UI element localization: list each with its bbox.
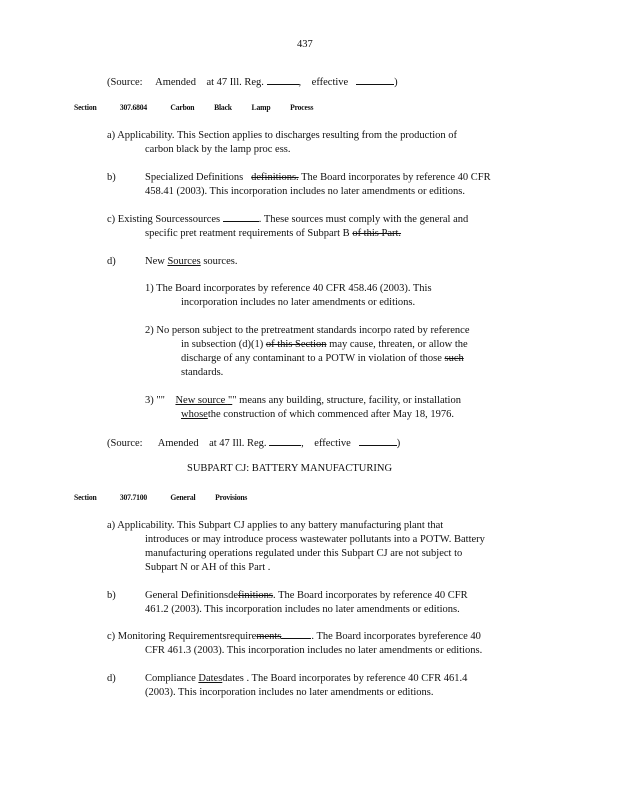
paragraph-c-line1 (107, 630, 481, 644)
text-run: dates (222, 673, 244, 684)
paragraph-d-line2: (2003). This incorporation includes no later amendments or editions. (145, 687, 434, 698)
inserted-text: Sources (167, 256, 201, 267)
struck-text: definitions. (251, 172, 299, 183)
section-number: 307.6804 (119, 102, 148, 112)
section-title-word: Lamp (251, 102, 271, 112)
subparagraph-d2-line4: standards. (181, 367, 224, 378)
struck-text: of this Part. (352, 228, 402, 239)
text-run: specific pret reatment requirements of Subpart B (145, 228, 353, 239)
paragraph-d-marker: d) (107, 673, 116, 684)
subparagraph-d2-line2 (181, 338, 468, 352)
inserted-text: Dates (198, 673, 223, 684)
section-label: Section (74, 102, 97, 112)
paragraph-d-line1 (145, 672, 467, 686)
struck-text: finitions (238, 590, 274, 601)
section-number: 307.7100 (119, 492, 148, 502)
paragraph-b-line1 (145, 171, 491, 185)
paragraph-a-line3: manufacturing operations regulated under this Subpart CJ are not subject to (145, 548, 463, 559)
source-register: at 47 Ill. Reg. (209, 438, 267, 449)
source-register: at 47 Ill. Reg. (206, 77, 264, 88)
section-title-word: General (170, 492, 196, 502)
text-run: may cause, threaten, or allow the (326, 339, 468, 350)
text-run: General Definitionsde (145, 590, 239, 601)
inserted-text: New source (175, 395, 228, 406)
page-number: 437 (297, 39, 313, 50)
section-title-word: Black (214, 102, 232, 112)
struck-text: of this Section (265, 339, 327, 350)
source-effective: effective (314, 438, 351, 449)
text-run: 3) "" (145, 395, 165, 406)
source-amended: Amended (157, 438, 199, 449)
paragraph-b-line2: 458.41 (2003). This incorporation includes no later amendments or editions. (145, 186, 465, 197)
text-run: Specialized Definitions (145, 172, 244, 183)
struck-text: such (444, 353, 464, 364)
text-run: . The Board incorporates byreference 40 (311, 631, 481, 642)
subparagraph-d3-line2 (181, 408, 454, 422)
text-run: c) Monitoring Requirementsrequire (107, 631, 257, 642)
source-effective: effective (311, 77, 349, 88)
paragraph-b-marker: b) (107, 590, 116, 601)
source-lead: (Source: (107, 77, 143, 88)
paragraph-b-marker: b) (107, 172, 116, 183)
text-run: . The Board incorporates by reference 40 CFR 461.4 (243, 673, 468, 684)
text-run: Compliance (145, 673, 199, 684)
paragraph-b-line1 (145, 589, 468, 603)
text-run: in subsection (d)(1) (181, 339, 266, 350)
paragraph-c-line2 (145, 227, 401, 241)
section-label: Section (74, 492, 97, 502)
subparagraph-d1-line2: incorporation includes no later amendments or editions. (181, 297, 416, 308)
text-run: . These sources must comply with the general and (258, 214, 469, 225)
source-note: (Source: Amended at 47 Ill. Reg. , effective ) (107, 74, 398, 90)
subparagraph-d2-line3 (181, 352, 464, 366)
source-note: (Source: Amended at 47 Ill. Reg. , effective ) (107, 435, 400, 451)
source-close: ) (394, 77, 398, 88)
paragraph-d-marker: d) (107, 256, 116, 267)
register-blank (267, 74, 299, 85)
paragraph-d-heading (145, 255, 237, 269)
paragraph-a-line4: Subpart N or AH of this Part . (145, 562, 271, 573)
source-lead: (Source: (107, 438, 143, 449)
deleted-blank (281, 630, 311, 639)
paragraph-c-line2: CFR 461.3 (2003). This incorporation includes no later amendments or editions. (145, 645, 483, 656)
subparagraph-d1-line1: 1) The Board incorporates by reference 40 CFR 458.46 (2003). This (145, 283, 432, 294)
struck-text: ments (256, 631, 282, 642)
text-run: New (145, 256, 168, 267)
register-blank (269, 435, 301, 446)
subpart-heading: SUBPART CJ: BATTERY MANUFACTURING (187, 463, 393, 474)
paragraph-c-line1 (107, 213, 468, 227)
text-run: " means any building, structure, facility, or installation (232, 395, 461, 406)
section-heading (74, 102, 313, 112)
inserted-text: " (227, 395, 233, 406)
inserted-text: whose (181, 409, 208, 420)
paragraph-a-line1: a) Applicability. This Subpart CJ applies to any battery manufacturing plant that (107, 520, 444, 531)
paragraph-a-line2: introduces or may introduce process wastewater pollutants into a POTW. Battery (145, 534, 485, 545)
section-title-word: Carbon (170, 102, 195, 112)
text-run: sources. (200, 256, 238, 267)
paragraph-a-line2: carbon black by the lamp proc ess. (145, 144, 291, 155)
section-title-word: Provisions (215, 492, 248, 502)
source-amended: Amended (155, 77, 196, 88)
text-run: the construction of which commenced after May 18, 1976. (207, 409, 454, 420)
text-run: c) Existing Sourcessources (107, 214, 221, 225)
source-close: ) (396, 438, 401, 449)
deleted-blank (223, 213, 259, 222)
paragraph-b-line2: 461.2 (2003). This incorporation includes no later amendments or editions. (145, 604, 460, 615)
paragraph-a-line1: a) Applicability. This Section applies to discharges resulting from the production of (107, 130, 458, 141)
text-run: The Board incorporates by reference 40 CFR (298, 172, 491, 183)
effective-blank (359, 435, 397, 446)
effective-blank (356, 74, 394, 85)
section-title-word: Process (290, 102, 314, 112)
text-run: . The Board incorporates by reference 40 CFR (273, 590, 468, 601)
section-heading (74, 492, 247, 502)
subparagraph-d3-line1 (145, 394, 461, 408)
subparagraph-d2-line1: 2) No person subject to the pretreatment standards incorpo rated by reference (145, 325, 470, 336)
text-run: discharge of any contaminant to a POTW in violation of those (181, 353, 445, 364)
